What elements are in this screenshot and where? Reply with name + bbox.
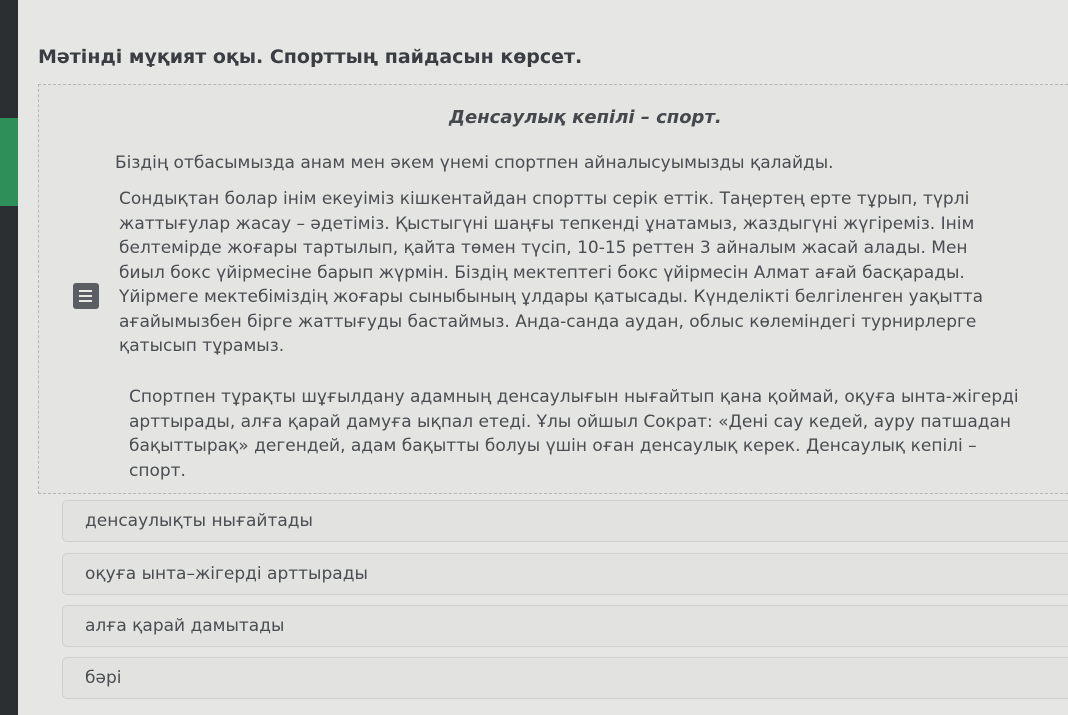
- reading-paragraph-1: Біздің отбасымызда анам мен әкем үнемі спортпен айналысуымызды қалайды.: [115, 153, 834, 173]
- answer-option-label: денсаулықты нығайтады: [85, 511, 313, 531]
- answer-option-label: бәрі: [85, 668, 122, 688]
- answer-option-2[interactable]: [62, 553, 1068, 595]
- question-text: Мәтінді мұқият оқы. Спорттың пайдасын көрсет.: [38, 46, 583, 68]
- answer-option-label: оқуға ынта–жігерді арттырады: [85, 564, 368, 584]
- reading-paragraph-2: Сондықтан болар інім екеуіміз кішкентайдан спортты серік еттік. Таңертең ерте тұрып, түрлі жаттығулар жасау – әдетіміз. Қыстыгүні шаңғы тепкенді ұнатамыз, жаздыгүні жүгіреміз. Інім белтемірде жоғары тартылып, қайта төмен түсіп, 10-15 реттен 3 айналым жасай алады. Мен биыл бокс үйірмесіне барып жүрмін. Біздің мектептегі бокс үйірмесін Алмат ағай басқарады. Үйірмеге мектебіміздің жоғары сыныбының ұлдары қатысады. Күнделікті белгіленген уақытта ағайымызбен бірге жаттығуды бастаймыз. Анда-санда аудан, облыс көлеміндегі турнирлерге қатысып тұрамыз.: [119, 189, 984, 356]
- question-page: [18, 0, 1068, 715]
- reading-paragraph-3: Спортпен тұрақты шұғылдану адамның денсаулығын нығайтып қана қоймай, оқуға ынта-жігерді арттырады, алға қарай дамуға ықпал етеді. Ұлы ойшыл Сократ: «Дені сау кедей, ауру патшадан бақыттырақ» дегендей, адам бақытты болуы үшін оған денсаулық керек. Денсаулық кепілі – спорт.: [129, 387, 1019, 481]
- reading-title: Денсаулық кепілі – спорт.: [449, 107, 722, 128]
- answer-option-label: алға қарай дамытады: [85, 616, 285, 636]
- answer-option-3[interactable]: [62, 605, 1068, 647]
- reading-passage: [38, 84, 1068, 494]
- answer-option-1[interactable]: [62, 500, 1068, 542]
- answer-option-4[interactable]: [62, 657, 1068, 699]
- left-sidebar: [0, 0, 18, 715]
- sidebar-active-marker: [0, 118, 18, 206]
- book-icon[interactable]: [73, 283, 99, 309]
